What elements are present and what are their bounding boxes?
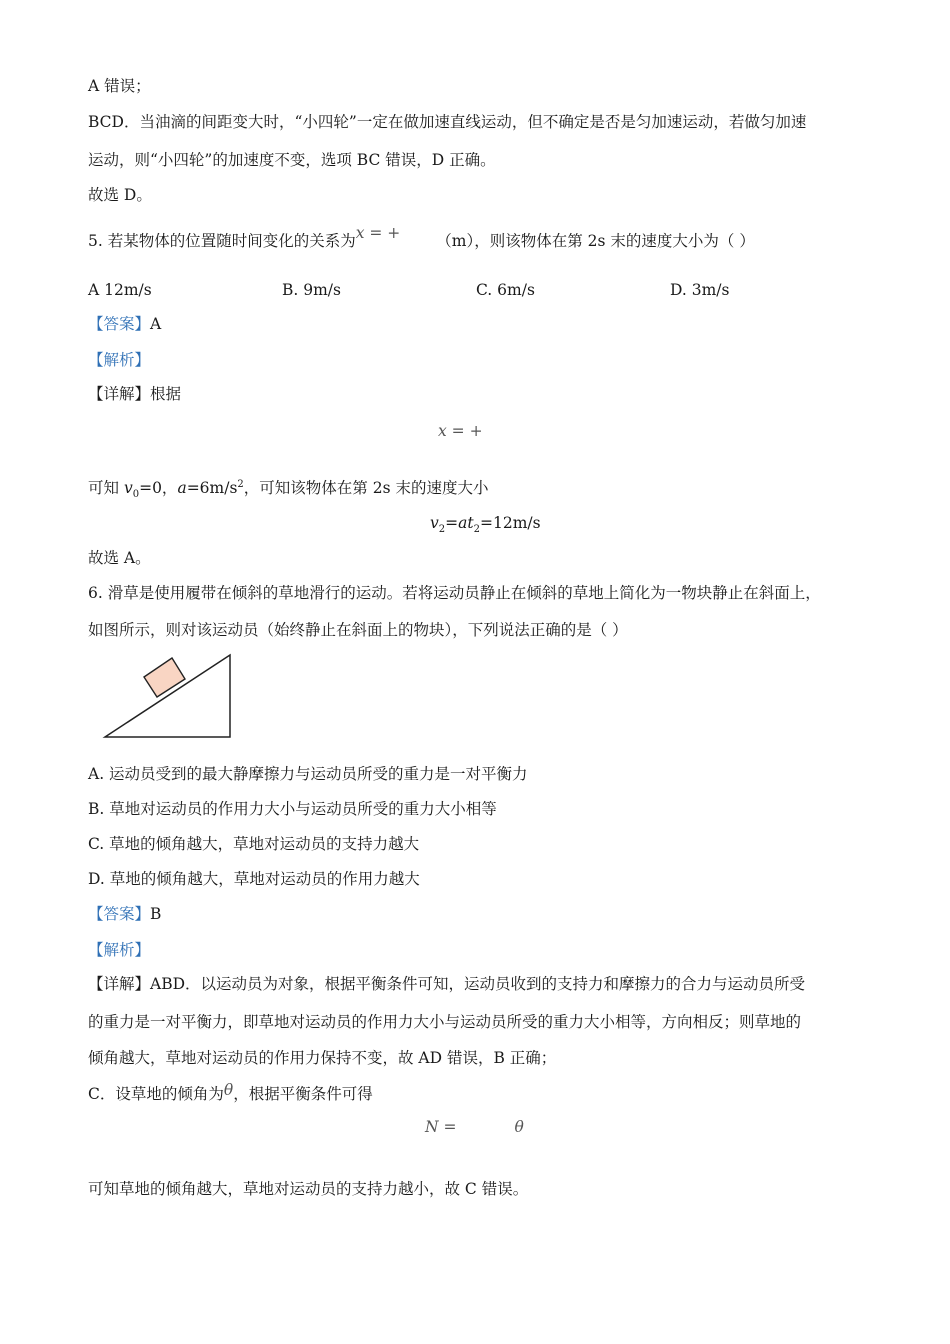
a-symbol: a — [177, 479, 187, 497]
text: 可知 — [88, 479, 124, 497]
option-d: D. 3m/s — [670, 281, 730, 299]
answer-value: B — [150, 905, 162, 923]
answer-line — [88, 314, 161, 334]
option-a: A 12m/s — [88, 281, 152, 299]
incline-diagram — [100, 650, 240, 742]
answer-tag: 【答案】 — [88, 905, 151, 923]
question-6-stem-1: 6. 滑草是使用履带在倾斜的草地滑行的运动。若将运动员静止在倾斜的草地上简化为一物块静止在斜面上， — [88, 584, 821, 602]
option-b: B. 草地对运动员的作用力大小与运动员所受的重力大小相等 — [88, 800, 497, 818]
text: ，可知该物体在第 2s 末的速度大小 — [243, 479, 489, 497]
subscript: 2 — [438, 524, 446, 536]
option-c: C. 草地的倾角越大，草地对运动员的支持力越大 — [88, 835, 420, 853]
text-line: A 错误； — [88, 77, 151, 95]
question-6-stem-2: 如图所示，则对该运动员（始终静止在斜面上的物块），下列说法正确的是（ ） — [88, 621, 628, 639]
option-a: A. 运动员受到的最大静摩擦力与运动员所受的重力是一对平衡力 — [88, 765, 528, 783]
option-c: C. 6m/s — [476, 281, 535, 299]
text: ，根据平衡条件可得 — [233, 1085, 373, 1103]
text-line: 运动，则“小四轮”的加速度不变，选项 BC 错误，D 正确。 — [88, 151, 496, 169]
theta-symbol: θ — [223, 1081, 234, 1099]
velocity-equation — [430, 513, 541, 536]
text: =6m/s — [186, 479, 238, 497]
detail-tag: 【详解】 — [88, 385, 151, 403]
analysis-tag: 【解析】 — [88, 351, 151, 369]
formula-display: x = + — [438, 422, 483, 440]
option-b: B. 9m/s — [282, 281, 341, 299]
text-line: BCD．当油滴的间距变大时，“小四轮”一定在做加速直线运动，但不确定是否是匀加速运动，若做匀加速 — [88, 113, 807, 131]
detail-text: 根据 — [150, 385, 182, 403]
normal-force-formula — [425, 1117, 524, 1137]
text-line: 故选 D。 — [88, 186, 152, 204]
detail-line — [88, 384, 181, 404]
answer-line — [88, 904, 161, 924]
detail-line-2: 的重力是一对平衡力，即草地对运动员的作用力大小与运动员所受的重力大小相等，方向相反；则草地的 — [88, 1013, 802, 1031]
position-formula: x = + — [355, 224, 401, 242]
at-symbol: at — [458, 514, 474, 532]
text: =12m/s — [480, 514, 541, 532]
text: =0， — [139, 479, 178, 497]
detail-line-1 — [88, 974, 805, 994]
answer-value: A — [150, 315, 162, 333]
v0-symbol: v — [123, 479, 133, 497]
known-values-line — [88, 478, 489, 501]
conclusion-line: 可知草地的倾角越大，草地对运动员的支持力越小，故 C 错误。 — [88, 1180, 529, 1198]
option-d: D. 草地的倾角越大，草地对运动员的作用力越大 — [88, 870, 420, 888]
n-symbol: N = — [425, 1118, 457, 1136]
superscript: 2 — [237, 478, 244, 490]
stem-text: （m），则该物体在第 2s 末的速度大小为（ ） — [436, 232, 755, 250]
text: = — [445, 514, 459, 532]
analysis-tag: 【解析】 — [88, 941, 151, 959]
question-5-stem — [88, 224, 755, 251]
text: C．设草地的倾角为 — [88, 1085, 224, 1103]
subscript: 0 — [132, 489, 140, 501]
detail-tag: 【详解】 — [88, 975, 151, 993]
stem-text: 5. 若某物体的位置随时间变化的关系为 — [88, 232, 356, 250]
detail-text: ABD．以运动员为对象，根据平衡条件可知，运动员收到的支持力和摩擦力的合力与运动员所受 — [150, 975, 806, 993]
theta-symbol: θ — [514, 1118, 524, 1136]
detail-line-4 — [88, 1081, 373, 1104]
answer-tag: 【答案】 — [88, 315, 151, 333]
block-on-incline — [144, 658, 185, 697]
choose-line: 故选 A。 — [88, 549, 151, 567]
subscript: 2 — [473, 524, 480, 536]
detail-line-3: 倾角越大，草地对运动员的作用力保持不变，故 AD 错误，B 正确； — [88, 1049, 557, 1067]
v2-symbol: v — [430, 514, 439, 532]
